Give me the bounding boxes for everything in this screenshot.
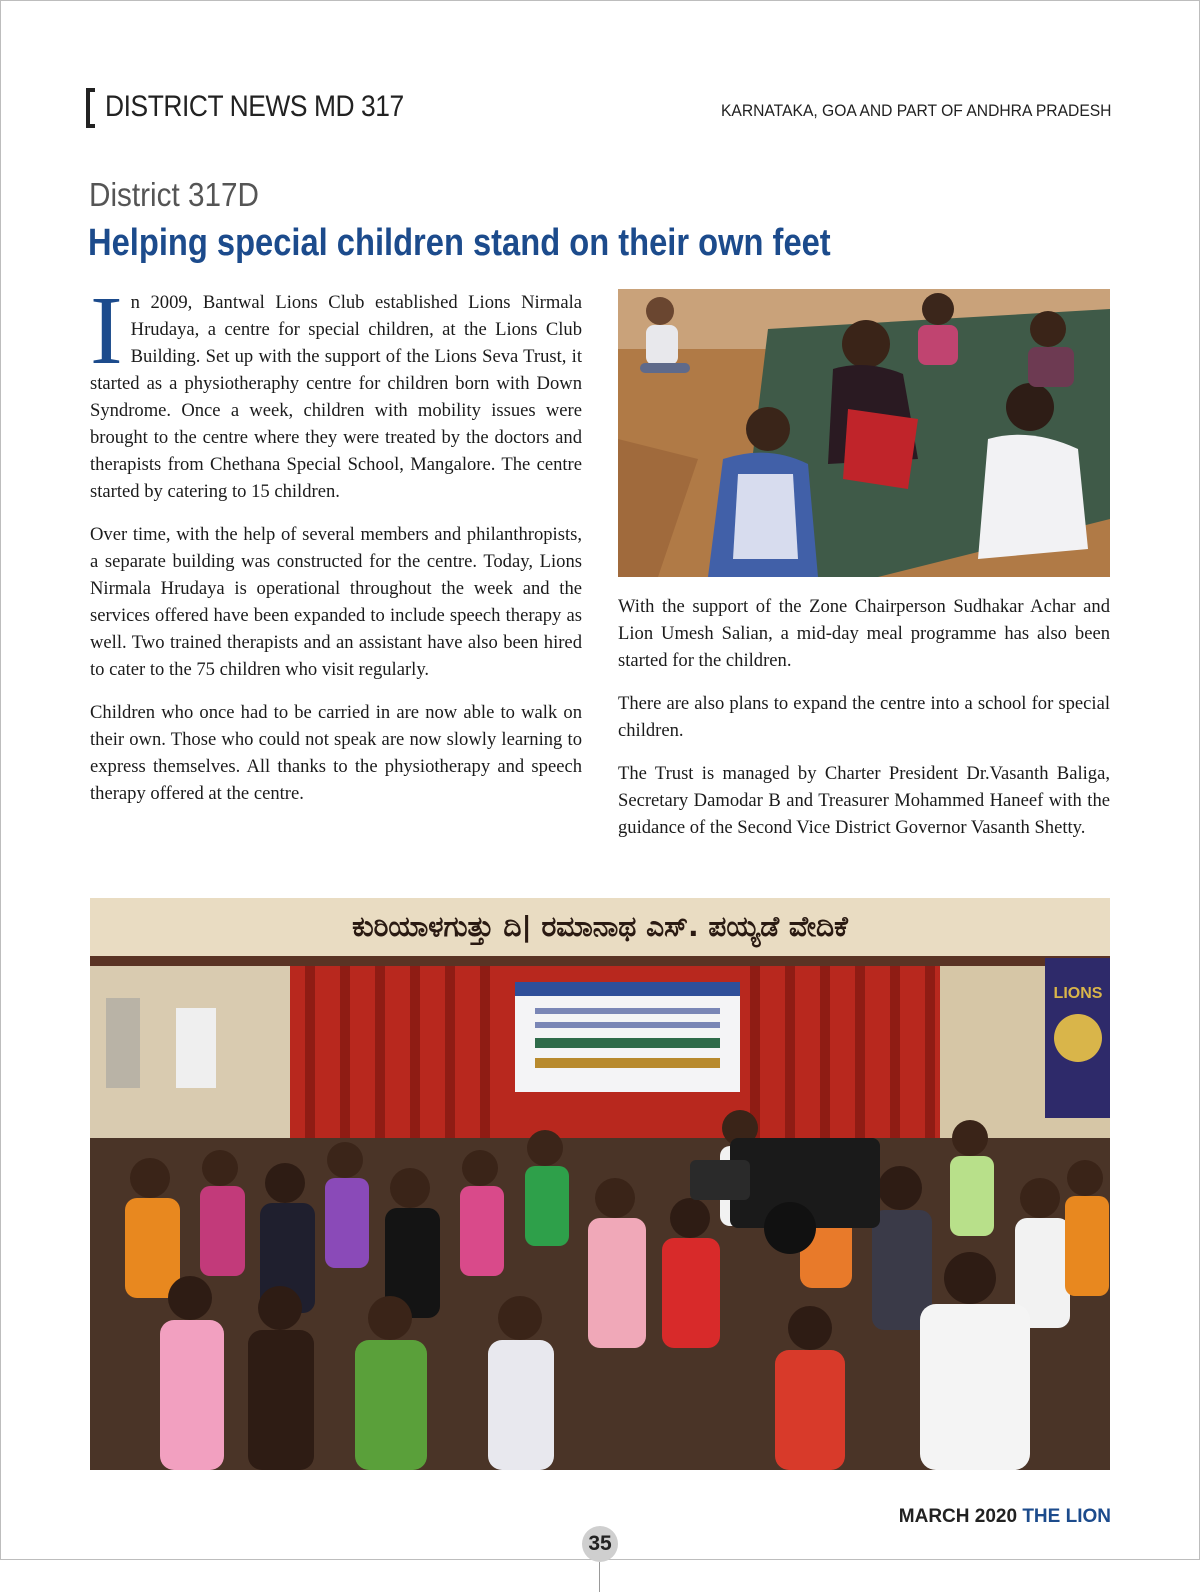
therapy-session-photo	[618, 289, 1110, 577]
paragraph-3: Children who once had to be carried in are now able to walk on their own. Those who could not speak are now slowly learning to express themselves. All thanks to the physiotherapy and speech therapy offered at the centre.	[90, 702, 582, 804]
district-label: District 317D	[89, 176, 260, 213]
article-left-column	[90, 277, 582, 823]
article-right-column	[618, 593, 1110, 857]
group-event-photo	[90, 898, 1110, 1470]
footer-issue	[899, 1506, 1111, 1528]
article-title: Helping special children stand on their own feet	[88, 222, 831, 264]
page-number-line	[599, 1562, 600, 1592]
section-header: DISTRICT NEWS MD 317	[105, 90, 404, 123]
drop-cap: I	[90, 277, 123, 385]
paragraph-1-text: n 2009, Bantwal Lions Club established Lions Nirmala Hrudaya, a centre for special children, at the Lions Club Building. Set up with the support of the Lions Seva Trust, it started as a physiotheraphy centre for children born with Down Syndrome. Once a week, children with mobility issues were brought to the centre where they were treated by the doctors and therapists from Chethana Special School, Mangalore. The centre started by catering to 15 children.	[90, 292, 582, 502]
region-header: KARNATAKA, GOA AND PART OF ANDHRA PRADESH	[720, 101, 1111, 120]
header-bracket	[86, 88, 95, 128]
paragraph-2: Over time, with the help of several members and philanthropists, a separate building was constructed for the centre. Today, Lions Nirmala Hrudaya is operational throughout the week and the services offered have been expanded to include speech therapy as well. Two trained therapists and an assistant have also been hired to cater to the 75 children who visit regularly.	[90, 524, 582, 680]
paragraph-1	[90, 277, 582, 505]
footer-magazine: THE LION	[1022, 1506, 1111, 1527]
page-number: 35	[582, 1526, 618, 1562]
footer-date: MARCH 2020	[898, 1506, 1018, 1527]
paragraph-5: There are also plans to expand the centre into a school for special children.	[618, 693, 1110, 741]
lions-sign-text: LIONS	[1053, 985, 1103, 1002]
stage-banner-text: ಕುರಿಯಾಳಗುತ್ತು ದಿ| ರಮಾನಾಥ ಎಸ್. ಪಯ್ಯಡೆ ವೇದಿಕೆ	[352, 910, 848, 943]
paragraph-6: The Trust is managed by Charter President Dr.Vasanth Baliga, Secretary Damodar B and Treasurer Mohammed Haneef with the guidance of the Second Vice District Governor Vasanth Shetty.	[618, 763, 1110, 838]
paragraph-4: With the support of the Zone Chairperson Sudhakar Achar and Lion Umesh Salian, a mid-day meal programme has also been started for the children.	[618, 596, 1110, 671]
